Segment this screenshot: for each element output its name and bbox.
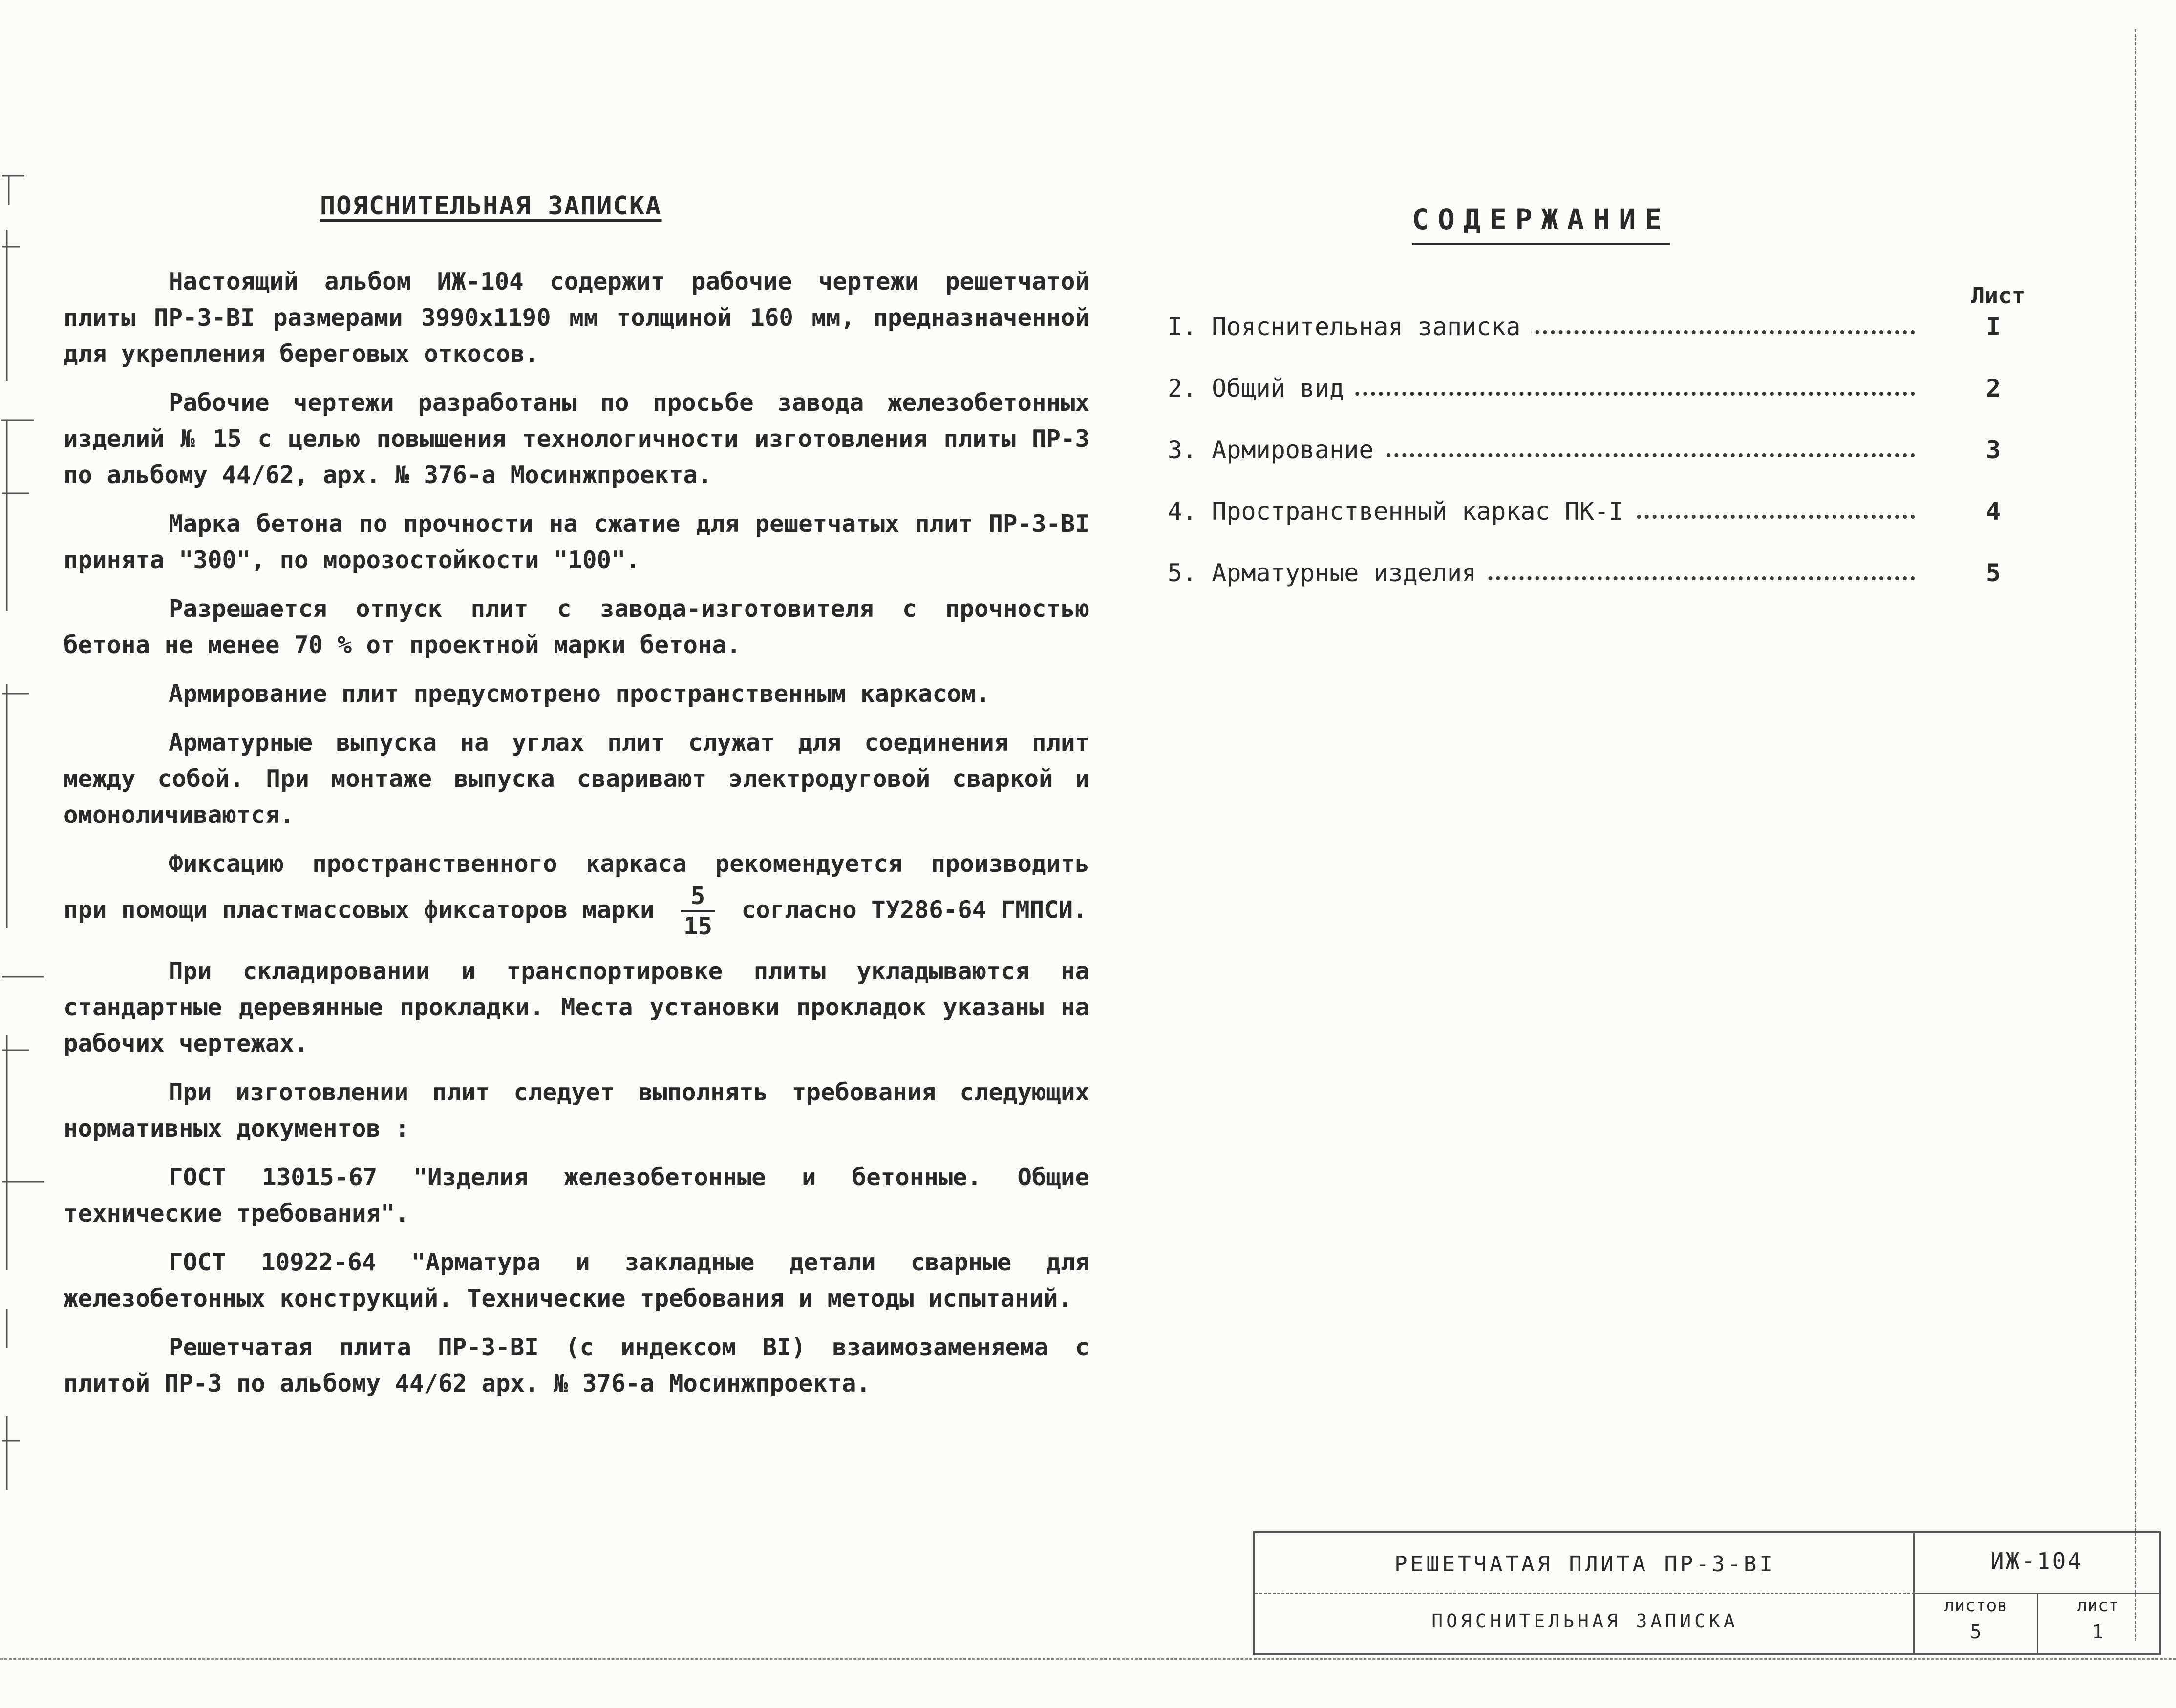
album-code: ИЖ-104 [1990,1548,2084,1574]
contents-item-title: 4. Пространственный каркас ПК-I [1168,497,1634,526]
fraction-denominator: 15 [683,912,713,940]
note-paragraph: Армирование плит предусмотрено пространственным каркасом. [169,680,990,708]
note-paragraph: Марка бетона по прочности на сжатие для решетчатых плит ПР-3-ВI принята "300", по морозостойкости "100". [64,510,1089,574]
contents-list [1168,313,2052,620]
note-paragraph: ГОСТ 10922-64 "Арматура и закладные детали сварные для железобетонных конструкций. Технические требования и методы испытаний. [64,1248,1089,1312]
contents-item-title: 3. Армирование [1168,436,1384,464]
note-paragraph: Рабочие чертежи разработаны по просьбе завода железобетонных изделий № 15 с целью повышения технологичности изготовления плиты ПР-3 по альбому 44/62, арх. № 376-а Мосинжпроекта. [64,389,1089,489]
sheets-count-label: листов [1943,1596,2008,1616]
contents-item [1168,313,2052,374]
note-paragraph: Арматурные выпуска на углах плит служат для соединения плит между собой. При монтаже выпуска сваривают электродуговой сваркой и омоноличиваются. [64,729,1089,829]
contents-item-page: 3 [1985,436,2001,464]
contents-item-page: 2 [1985,374,2001,402]
title-block-stamp [1253,1531,2167,1658]
fixation-text-before: Фиксацию пространственного каркаса рекомендуется производить при помощи пластмассовых фиксаторов марки [64,850,1089,924]
note-paragraph: Разрешается отпуск плит с завода-изготовителя с прочностью бетона не менее 70 % от проектной марки бетона. [64,595,1089,659]
note-body [64,264,1089,1414]
note-title: ПОЯСНИТЕЛЬНАЯ ЗАПИСКА [320,191,662,221]
contents-sheet-header: Лист [1971,282,2026,309]
contents-item [1168,374,2052,436]
margin-scan-marks [0,0,59,1708]
contents-item-page: 4 [1985,497,2001,526]
fixator-mark-fraction [681,882,715,941]
bottom-edge-scan-line [0,1658,2176,1660]
note-paragraph-fixation [64,846,1089,941]
note-paragraph: При изготовлении плит следует выполнять требования следующих нормативных документов : [64,1078,1089,1142]
contents-item-title: 5. Арматурные изделия [1168,559,1487,587]
note-paragraph: При складировании и транспортировке плиты укладываются на стандартные деревянные прокладки. Места установки прокладок указаны на рабочих чертежах. [64,957,1089,1057]
fraction-numerator: 5 [681,882,715,912]
note-paragraph: Решетчатая плита ПР-3-ВI (с индексом ВI) взаимозаменяема с плитой ПР-3 по альбому 44/62 арх. № 376-а Мосинжпроекта. [64,1333,1089,1397]
contents-item-title: I. Пояснительная записка [1168,313,1531,341]
stamp-subtitle: ПОЯСНИТЕЛЬНАЯ ЗАПИСКА [1431,1610,1738,1632]
stamp-divider [1255,1593,1915,1594]
contents-item-page: 5 [1985,559,2001,587]
contents-item [1168,497,2052,559]
stamp-title-box [1253,1531,1915,1655]
sheets-count-value: 5 [1970,1621,1982,1643]
contents-item [1168,436,2052,497]
note-paragraph: ГОСТ 13015-67 "Изделия железобетонные и бетонные. Общие технические требования". [64,1163,1089,1227]
sheet-number-label: лист [2076,1596,2119,1616]
contents-item [1168,559,2052,620]
fixation-text-after: согласно ТУ286-64 ГМПСИ. [741,896,1088,924]
stamp-code-box [1913,1531,2161,1655]
sheet-number-value: 1 [2092,1621,2104,1643]
stamp-title: РЕШЕТЧАТАЯ ПЛИТА ПР-3-ВI [1394,1552,1775,1577]
contents-item-title: 2. Общий вид [1168,374,1355,402]
right-edge-scan-line [2135,29,2136,1641]
note-paragraph: Настоящий альбом ИЖ-104 содержит рабочие чертежи решетчатой плиты ПР-3-ВI размерами 3990х1190 мм толщиной 160 мм, предназначенной для укрепления береговых откосов. [64,268,1089,368]
contents-title: СОДЕРЖАНИЕ [1412,203,1670,245]
contents-item-page: I [1985,313,2001,341]
